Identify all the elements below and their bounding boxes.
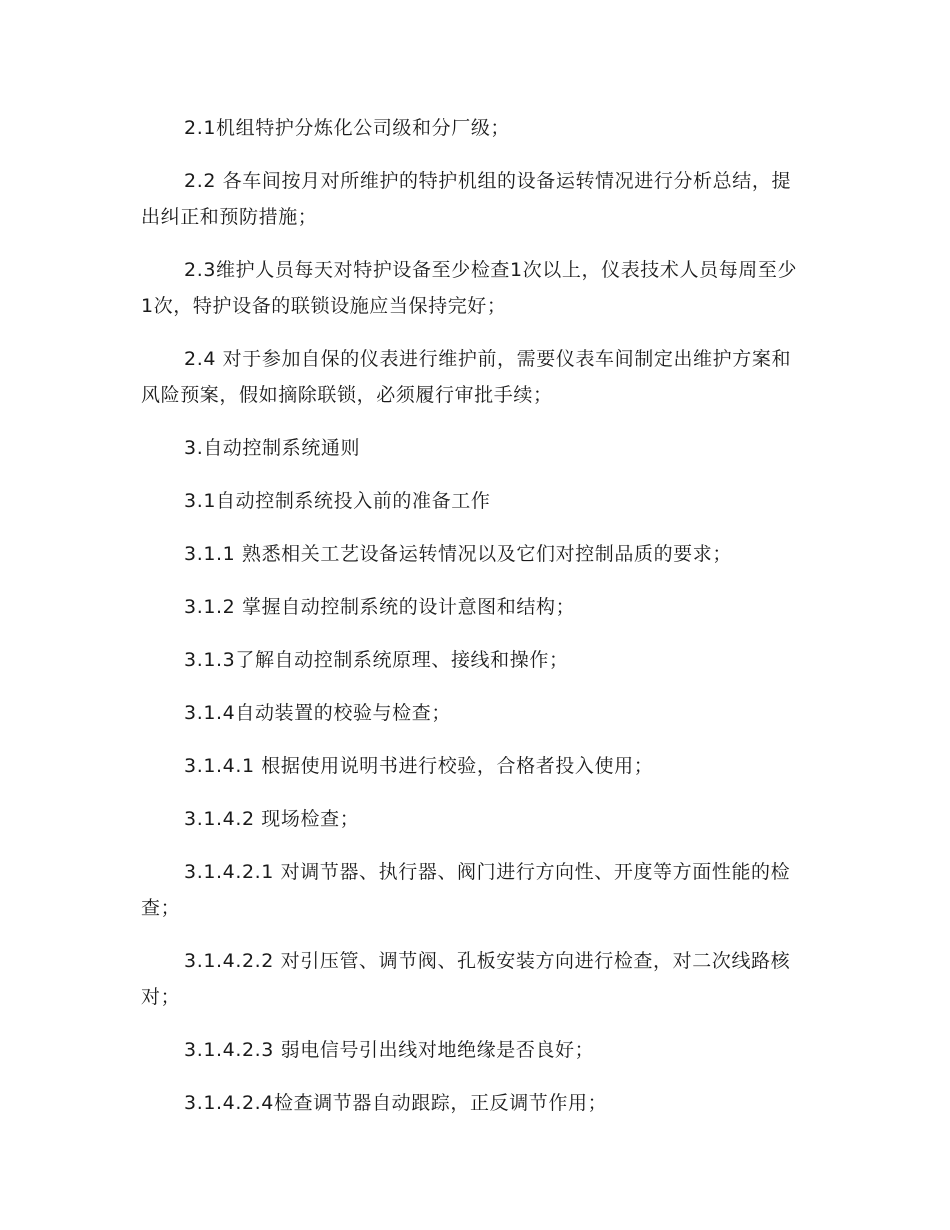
paragraph-3-1-1: 3.1.1 熟悉相关工艺设备运转情况以及它们对控制品质的要求； [184, 543, 732, 565]
paragraph-3-1-4-2-3: 3.1.4.2.3 弱电信号引出线对地绝缘是否良好； [184, 1039, 595, 1061]
document-body [141, 110, 809, 1138]
paragraph-2-4: 2.4 对于参加自保的仪表进行维护前，需要仪表车间制定出维护方案和风险预案，假如摘除联锁，必须履行审批手续； [141, 348, 792, 406]
paragraph-2-1: 2.1机组特护分炼化公司级和分厂级； [184, 117, 511, 139]
paragraph-3-1-3: 3.1.3了解自动控制系统原理、接线和操作； [184, 649, 569, 671]
paragraph-3-1-4-1: 3.1.4.1 根据使用说明书进行校验，合格者投入使用； [184, 755, 654, 777]
paragraph-3-1-4-2-4: 3.1.4.2.4检查调节器自动跟踪，正反调节作用； [184, 1092, 608, 1114]
heading-3-1: 3.1自动控制系统投入前的准备工作 [184, 490, 491, 512]
paragraph-3-1-4-2-2: 3.1.4.2.2 对引压管、调节阀、孔板安装方向进行检查，对二次线路核对； [141, 950, 791, 1008]
heading-3: 3.自动控制系统通则 [184, 437, 361, 459]
paragraph-3-1-2: 3.1.2 掌握自动控制系统的设计意图和结构； [184, 596, 576, 618]
paragraph-3-1-4-2: 3.1.4.2 现场检查； [184, 808, 360, 830]
paragraph-3-1-4: 3.1.4自动装置的校验与检查； [184, 702, 451, 724]
paragraph-2-3: 2.3维护人员每天对特护设备至少检查1次以上，仪表技术人员每周至少1次，特护设备的联锁设施应当保持完好； [141, 259, 798, 317]
paragraph-3-1-4-2-1: 3.1.4.2.1 对调节器、执行器、阀门进行方向性、开度等方面性能的检查； [141, 861, 791, 919]
paragraph-2-2: 2.2 各车间按月对所维护的特护机组的设备运转情况进行分析总结，提出纠正和预防措施； [141, 170, 792, 228]
